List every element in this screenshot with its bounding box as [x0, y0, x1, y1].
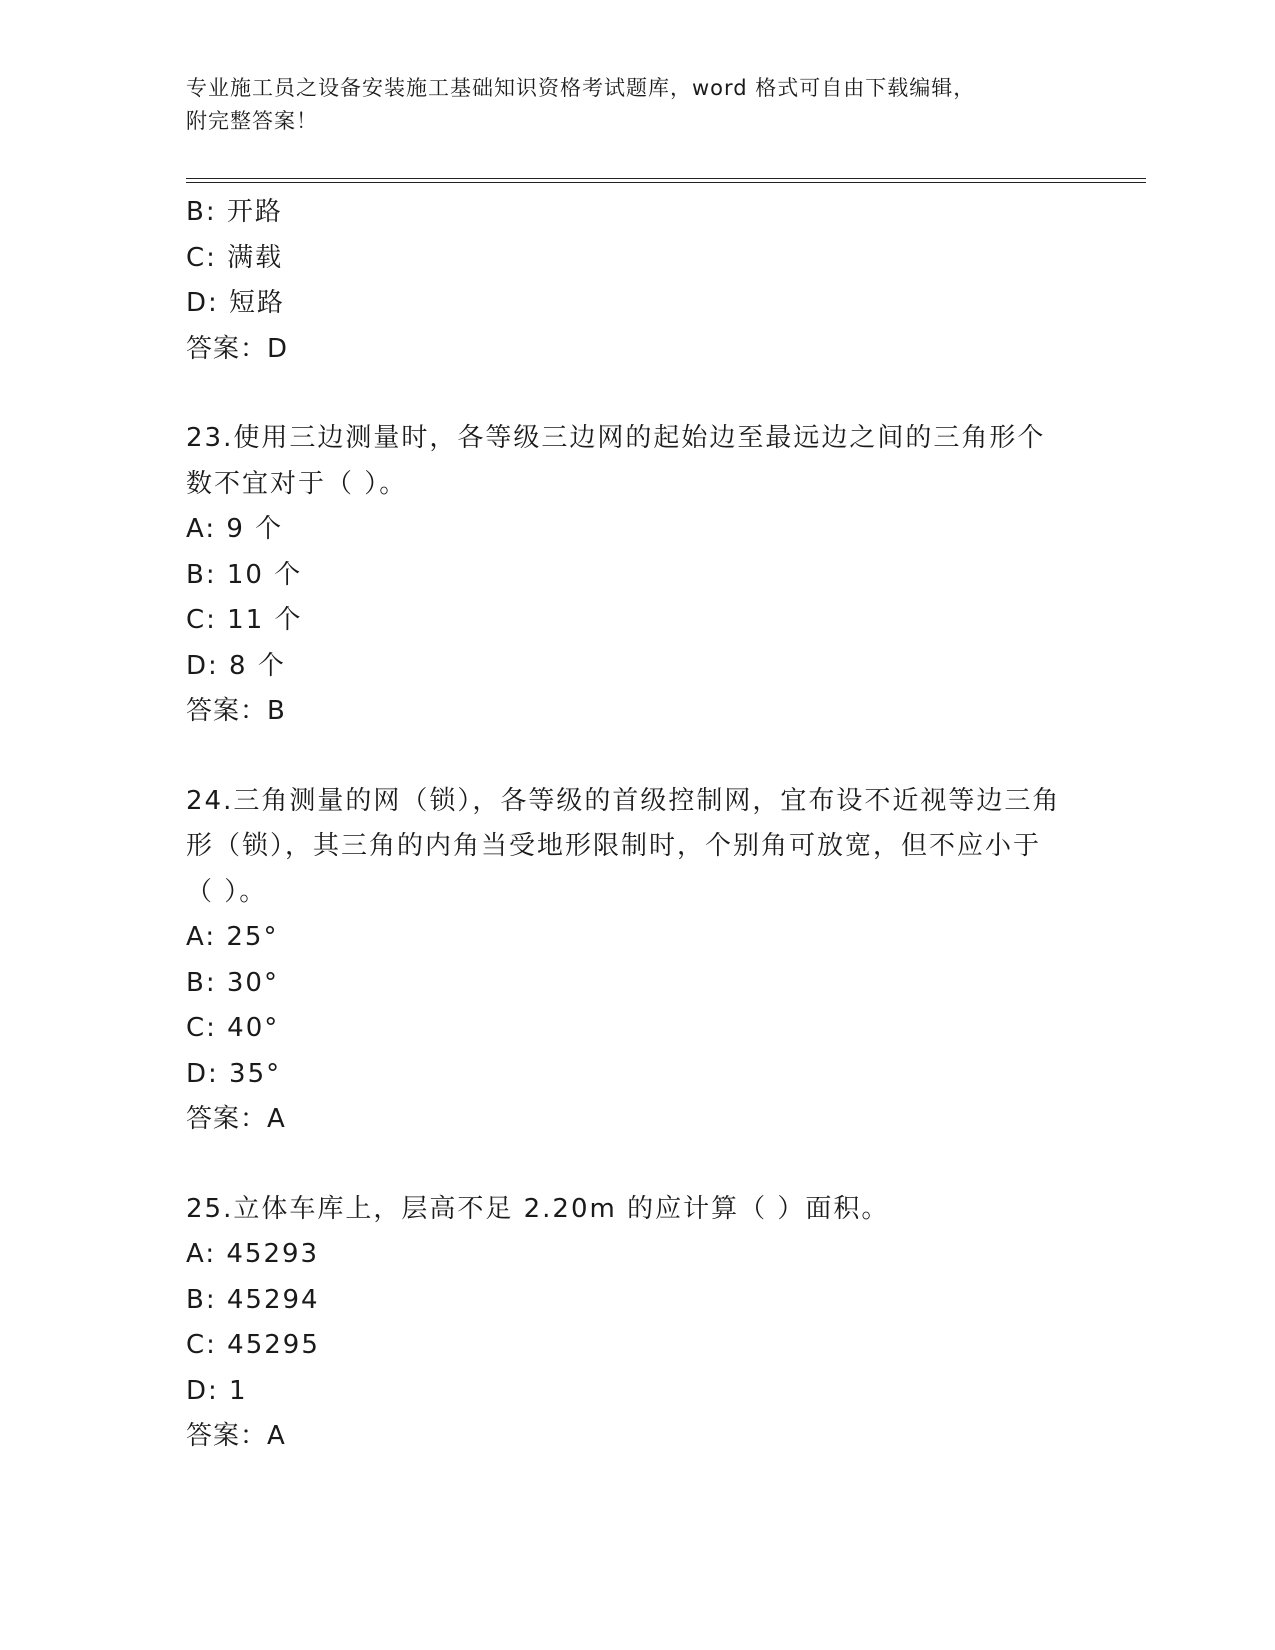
header-divider-top — [186, 178, 1146, 179]
question-text: 25.立体车库上，层高不足 2.20m 的应计算（ ）面积。 — [186, 1193, 890, 1224]
question-list — [186, 190, 1086, 1460]
option-b: B: 45294 — [186, 1284, 320, 1315]
option-c: C: 45295 — [186, 1330, 320, 1360]
question-25 — [186, 1187, 1086, 1460]
option-d: D: 短路 — [186, 288, 286, 318]
question-22 — [186, 190, 1086, 372]
option-b: B: 开路 — [186, 197, 283, 227]
question-23 — [186, 416, 1086, 735]
document-header — [186, 72, 1086, 138]
option-b: B: 30° — [186, 967, 279, 998]
option-d: D: 35° — [186, 1058, 282, 1089]
option-c: C: 11 个 — [186, 605, 303, 635]
option-b: B: 10 个 — [186, 559, 303, 590]
option-a: A: 9 个 — [186, 514, 284, 544]
option-c: C: 40° — [186, 1013, 280, 1043]
answer-line: 答案：B — [186, 696, 286, 726]
header-title-line-2: 附完整答案！ — [186, 109, 318, 133]
option-d: D: 8 个 — [186, 650, 286, 681]
answer-line: 答案：D — [186, 333, 289, 364]
question-24 — [186, 779, 1086, 1143]
option-c: C: 满载 — [186, 242, 284, 273]
header-title-line-1: 专业施工员之设备安装施工基础知识资格考试题库，word 格式可自由下载编辑， — [186, 76, 976, 100]
header-divider-bottom — [186, 182, 1146, 183]
option-d: D: 1 — [186, 1375, 248, 1406]
option-a: A: 45293 — [186, 1239, 320, 1269]
question-text: 23.使用三边测量时，各等级三边网的起始边至最远边之间的三角形个数不宜对于（ ）。 — [186, 423, 1046, 499]
option-a: A: 25° — [186, 922, 279, 952]
answer-line: 答案：A — [186, 1421, 286, 1451]
answer-line: 答案：A — [186, 1104, 286, 1134]
question-text: 24.三角测量的网（锁），各等级的首级控制网，宜布设不近视等边三角形（锁），其三角的内角当受地形限制时，个别角可放宽，但不应小于（ ）。 — [186, 785, 1061, 907]
